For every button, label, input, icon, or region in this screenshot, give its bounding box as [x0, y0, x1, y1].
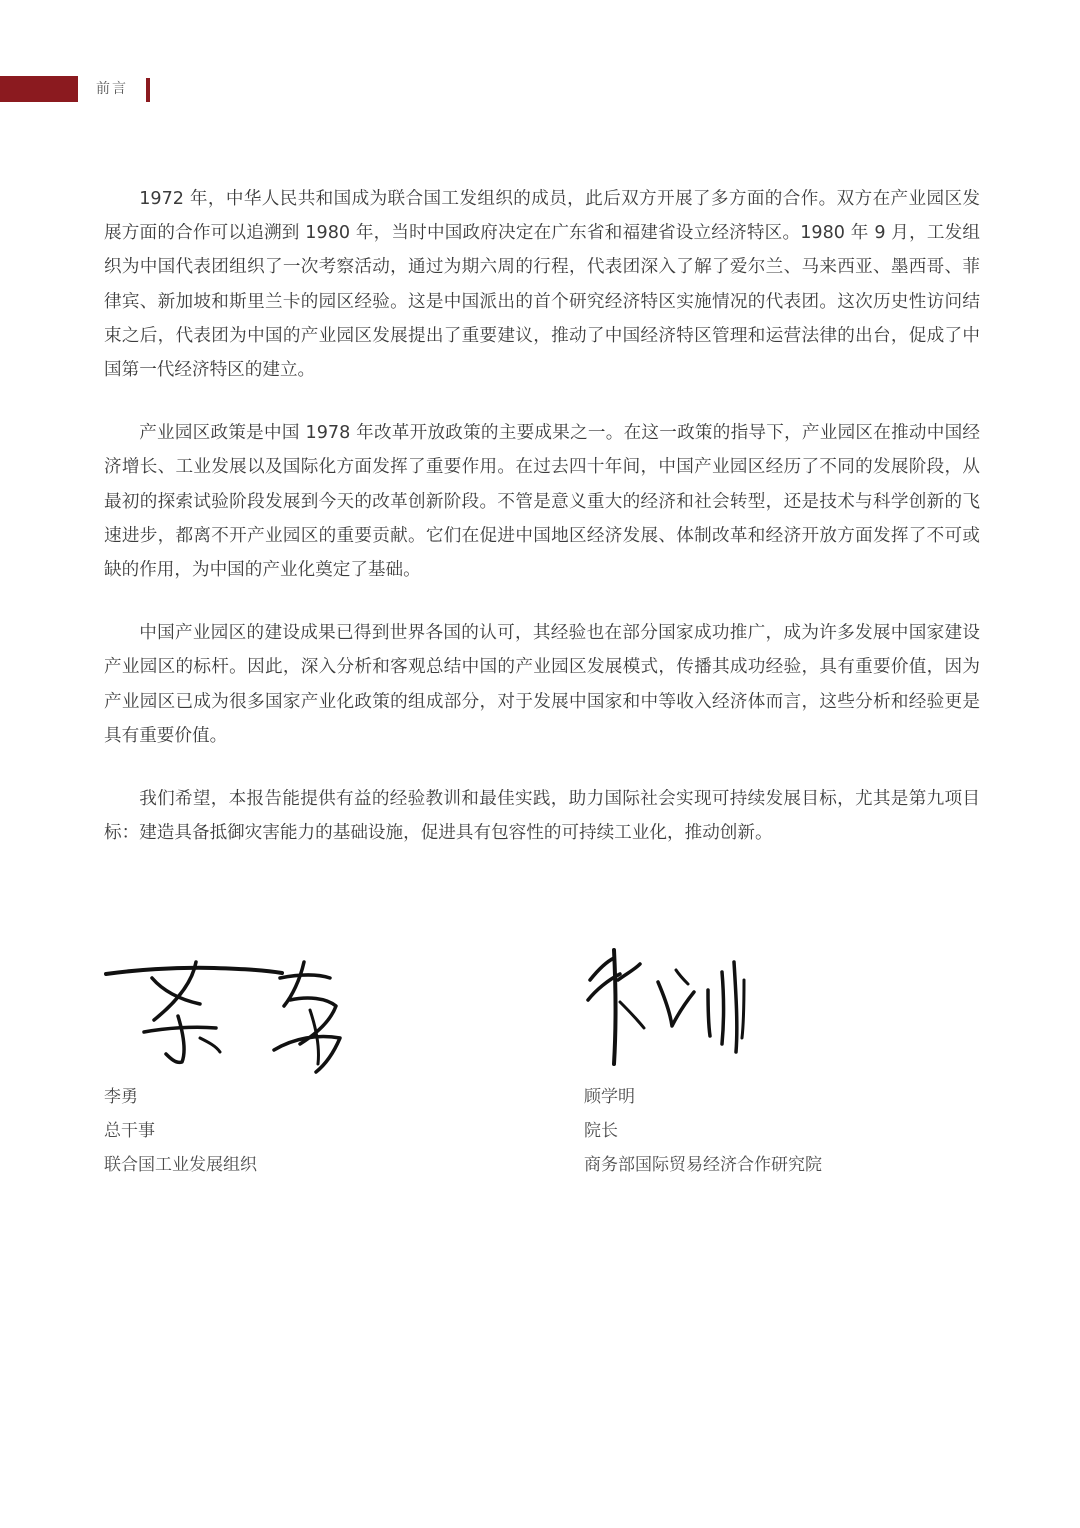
paragraph-3: 中国产业园区的建设成果已得到世界各国的认可，其经验也在部分国家成功推广，成为许多发展中国家建设产业园区的标杆。因此，深入分析和客观总结中国的产业园区发展模式，传播其成功经验，具有重要价值，因为产业园区已成为很多国家产业化政策的组成部分，对于发展中国家和中等收入经济体而言，这些分析和经验更是具有重要价值。 [104, 623, 980, 746]
signatory-left [104, 940, 524, 1182]
handwritten-signature-li-yong [104, 940, 404, 1080]
handwritten-signature-gu-xueming [584, 940, 884, 1080]
signatory-name: 李勇 [104, 1087, 138, 1107]
paragraph-1: 1972 年，中华人民共和国成为联合国工发组织的成员，此后双方开展了多方面的合作。双方在产业园区发展方面的合作可以追溯到 1980 年，当时中国政府决定在广东省和福建省设立经济特区。1980 年 9 月，工发组织为中国代表团组织了一次考察活动，通过为期六周的行程，代表团深入了解了爱尔兰、马来西亚、墨西哥、菲律宾、新加坡和斯里兰卡的园区经验。这是中国派出的首个研究经济特区实施情况的代表团。这次历史性访问结束之后，代表团为中国的产业园区发展提出了重要建议，推动了中国经济特区管理和运营法律的出台，促成了中国第一代经济特区的建立。 [104, 189, 980, 381]
signatory-title: 院长 [584, 1121, 618, 1141]
paragraph-4: 我们希望，本报告能提供有益的经验教训和最佳实践，助力国际社会实现可持续发展目标，尤其是第九项目标：建造具备抵御灾害能力的基础设施，促进具有包容性的可持续工业化，推动创新。 [104, 789, 980, 844]
signatory-right [584, 940, 1004, 1182]
signatory-organization: 联合国工业发展组织 [104, 1155, 257, 1175]
header-accent-bar [0, 76, 78, 102]
preface-body [104, 182, 980, 879]
section-label: 前言 [96, 81, 128, 97]
signatory-organization: 商务部国际贸易经济合作研究院 [584, 1155, 822, 1175]
paragraph-2: 产业园区政策是中国 1978 年改革开放政策的主要成果之一。在这一政策的指导下，产业园区在推动中国经济增长、工业发展以及国际化方面发挥了重要作用。在过去四十年间，中国产业园区经历了不同的发展阶段，从最初的探索试验阶段发展到今天的改革创新阶段。不管是意义重大的经济和社会转型，还是技术与科学创新的飞速进步，都离不开产业园区的重要贡献。它们在促进中国地区经济发展、体制改革和经济开放方面发挥了不可或缺的作用，为中国的产业化奠定了基础。 [104, 423, 980, 581]
header-divider [146, 78, 150, 102]
signatory-name: 顾学明 [584, 1087, 635, 1107]
signatory-title: 总干事 [104, 1121, 155, 1141]
